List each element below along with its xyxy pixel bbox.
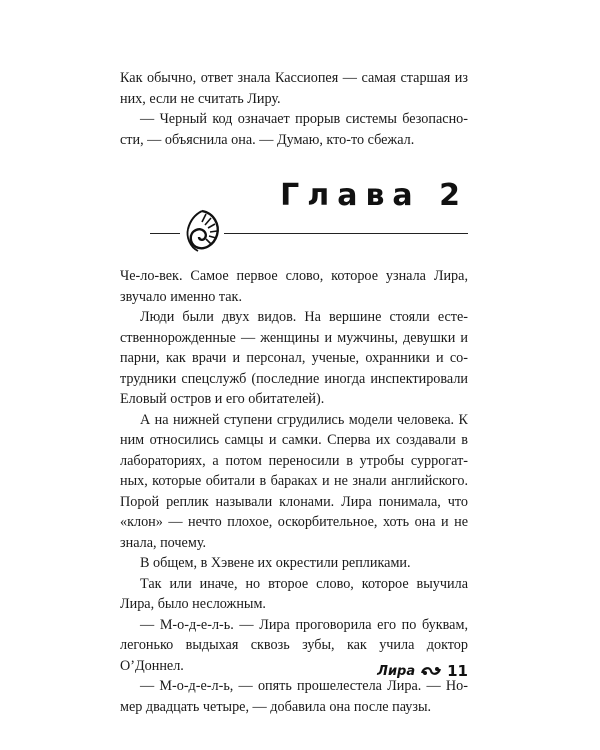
chapter-body xyxy=(120,266,468,717)
paragraph: В общем, в Хэвене их окрестили репликами. xyxy=(140,555,411,571)
running-title: Лира xyxy=(377,663,416,679)
paragraph: Как обычно, ответ знала Кассиопея — самая старшая из них, если не считать Лиру. xyxy=(120,70,468,107)
paragraph: — М-о-д-е-л-ь, — опять прошелестела Лира. — Номер двадцать четыре, — добавила она после паузы. xyxy=(120,678,468,715)
chapter-title: Глава 2 xyxy=(280,178,468,213)
page-number: 11 xyxy=(447,662,468,680)
paragraph: Люди были двух видов. На вершине стояли естественнорожденные — женщины и мужчины, девушки и парни, как врачи и персонал, ученые, охранники и сотрудники спецслужб (последние иногда инспектировали Еловый остров и его обитателей). xyxy=(120,309,468,407)
paragraph: — Черный код означает прорыв системы безопасности, — объяснила она. — Думаю, кто-то сбежал. xyxy=(120,111,468,148)
paragraph: Че-ло-век. Самое первое слово, которое узнала Лира, звучало именно так. xyxy=(120,268,468,305)
paragraph: Так или иначе, но второе слово, которое выучила Лира, было несложным. xyxy=(120,575,468,612)
page-footer xyxy=(377,662,468,680)
paragraph: А на нижней ступени сгрудились модели человека. К ним относились самцы и самки. Сперва их создавали в лабораториях, а потом переносили в утробы суррогатных, которые обитали в бараках и не знали английского. Порой реплик называли клонами. Лира понимала, что «клон» — нечто плохое, оскорбительное, хоть она и не знала, почему. xyxy=(120,411,468,551)
nautilus-shell-icon xyxy=(180,207,224,255)
preceding-text xyxy=(120,68,468,150)
ornament-swirl-icon xyxy=(420,665,442,677)
paragraph: — М-о-д-е-л-ь. — Лира проговорила его по буквам, легонько выдыхая сквозь зубы, как учила доктор О’Доннел. xyxy=(120,616,468,674)
